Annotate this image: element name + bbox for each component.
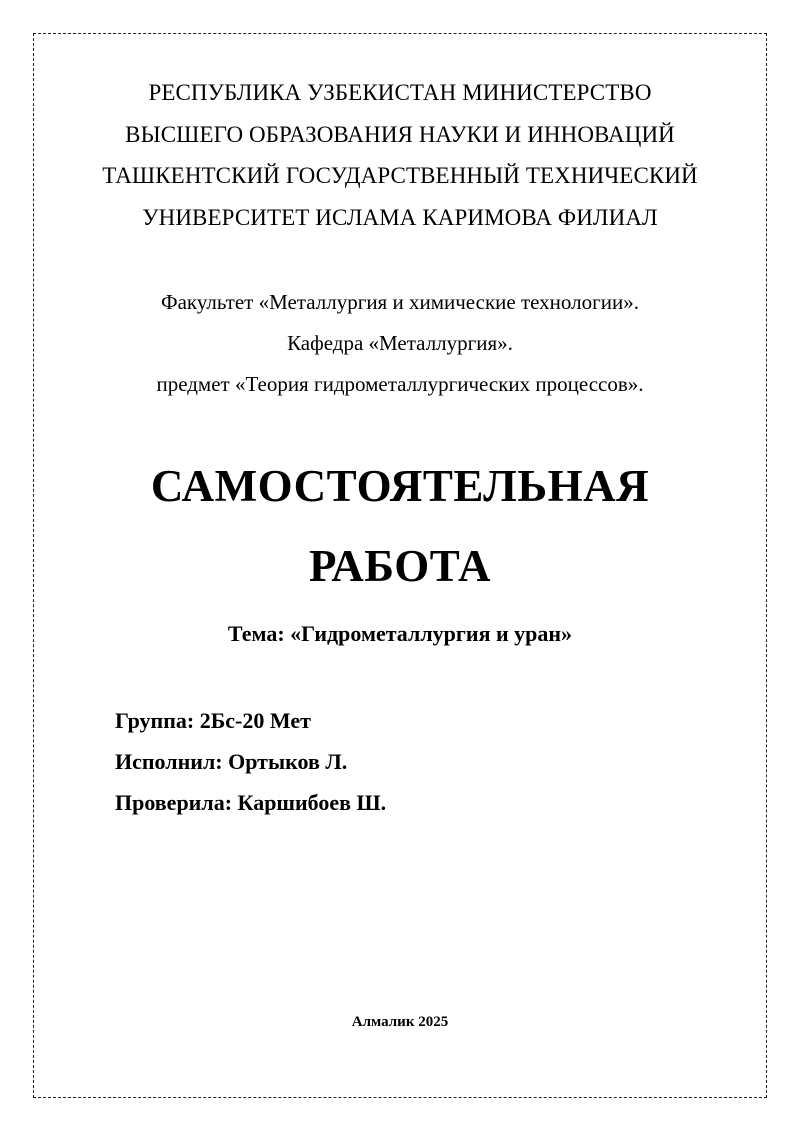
header-line: РЕСПУБЛИКА УЗБЕКИСТАН МИНИСТЕРСТВО [148, 80, 652, 105]
faculty-line: Факультет «Металлургия и химические технологии». [161, 290, 639, 314]
department-info [33, 282, 767, 405]
title-line-1: САМОСТОЯТЕЛЬНАЯ [150, 461, 650, 511]
student-info [115, 700, 715, 823]
group-line: Группа: 2Бс-20 Мет [115, 708, 311, 733]
author-line: Исполнил: Ортыков Л. [115, 749, 348, 774]
city-year: Алмалик 2025 [351, 1014, 449, 1030]
reviewer-line: Проверила: Каршибоев Ш. [115, 790, 387, 815]
chair-line: Кафедра «Металлургия». [287, 331, 513, 355]
subject-line: предмет «Теория гидрометаллургических процессов». [156, 372, 644, 396]
ministry-header [33, 72, 767, 238]
header-line: УНИВЕРСИТЕТ ИСЛАМА КАРИМОВА ФИЛИАЛ [142, 204, 658, 230]
title-line-2: РАБОТА [309, 541, 491, 591]
header-line: ВЫСШЕГО ОБРАЗОВАНИЯ НАУКИ И ИННОВАЦИЙ [125, 121, 675, 147]
document-title [33, 446, 767, 606]
header-line: ТАШКЕНТСКИЙ ГОСУДАРСТВЕННЫЙ ТЕХНИЧЕСКИЙ [102, 163, 698, 188]
topic-line: Тема: «Гидрометаллургия и уран» [227, 621, 573, 646]
